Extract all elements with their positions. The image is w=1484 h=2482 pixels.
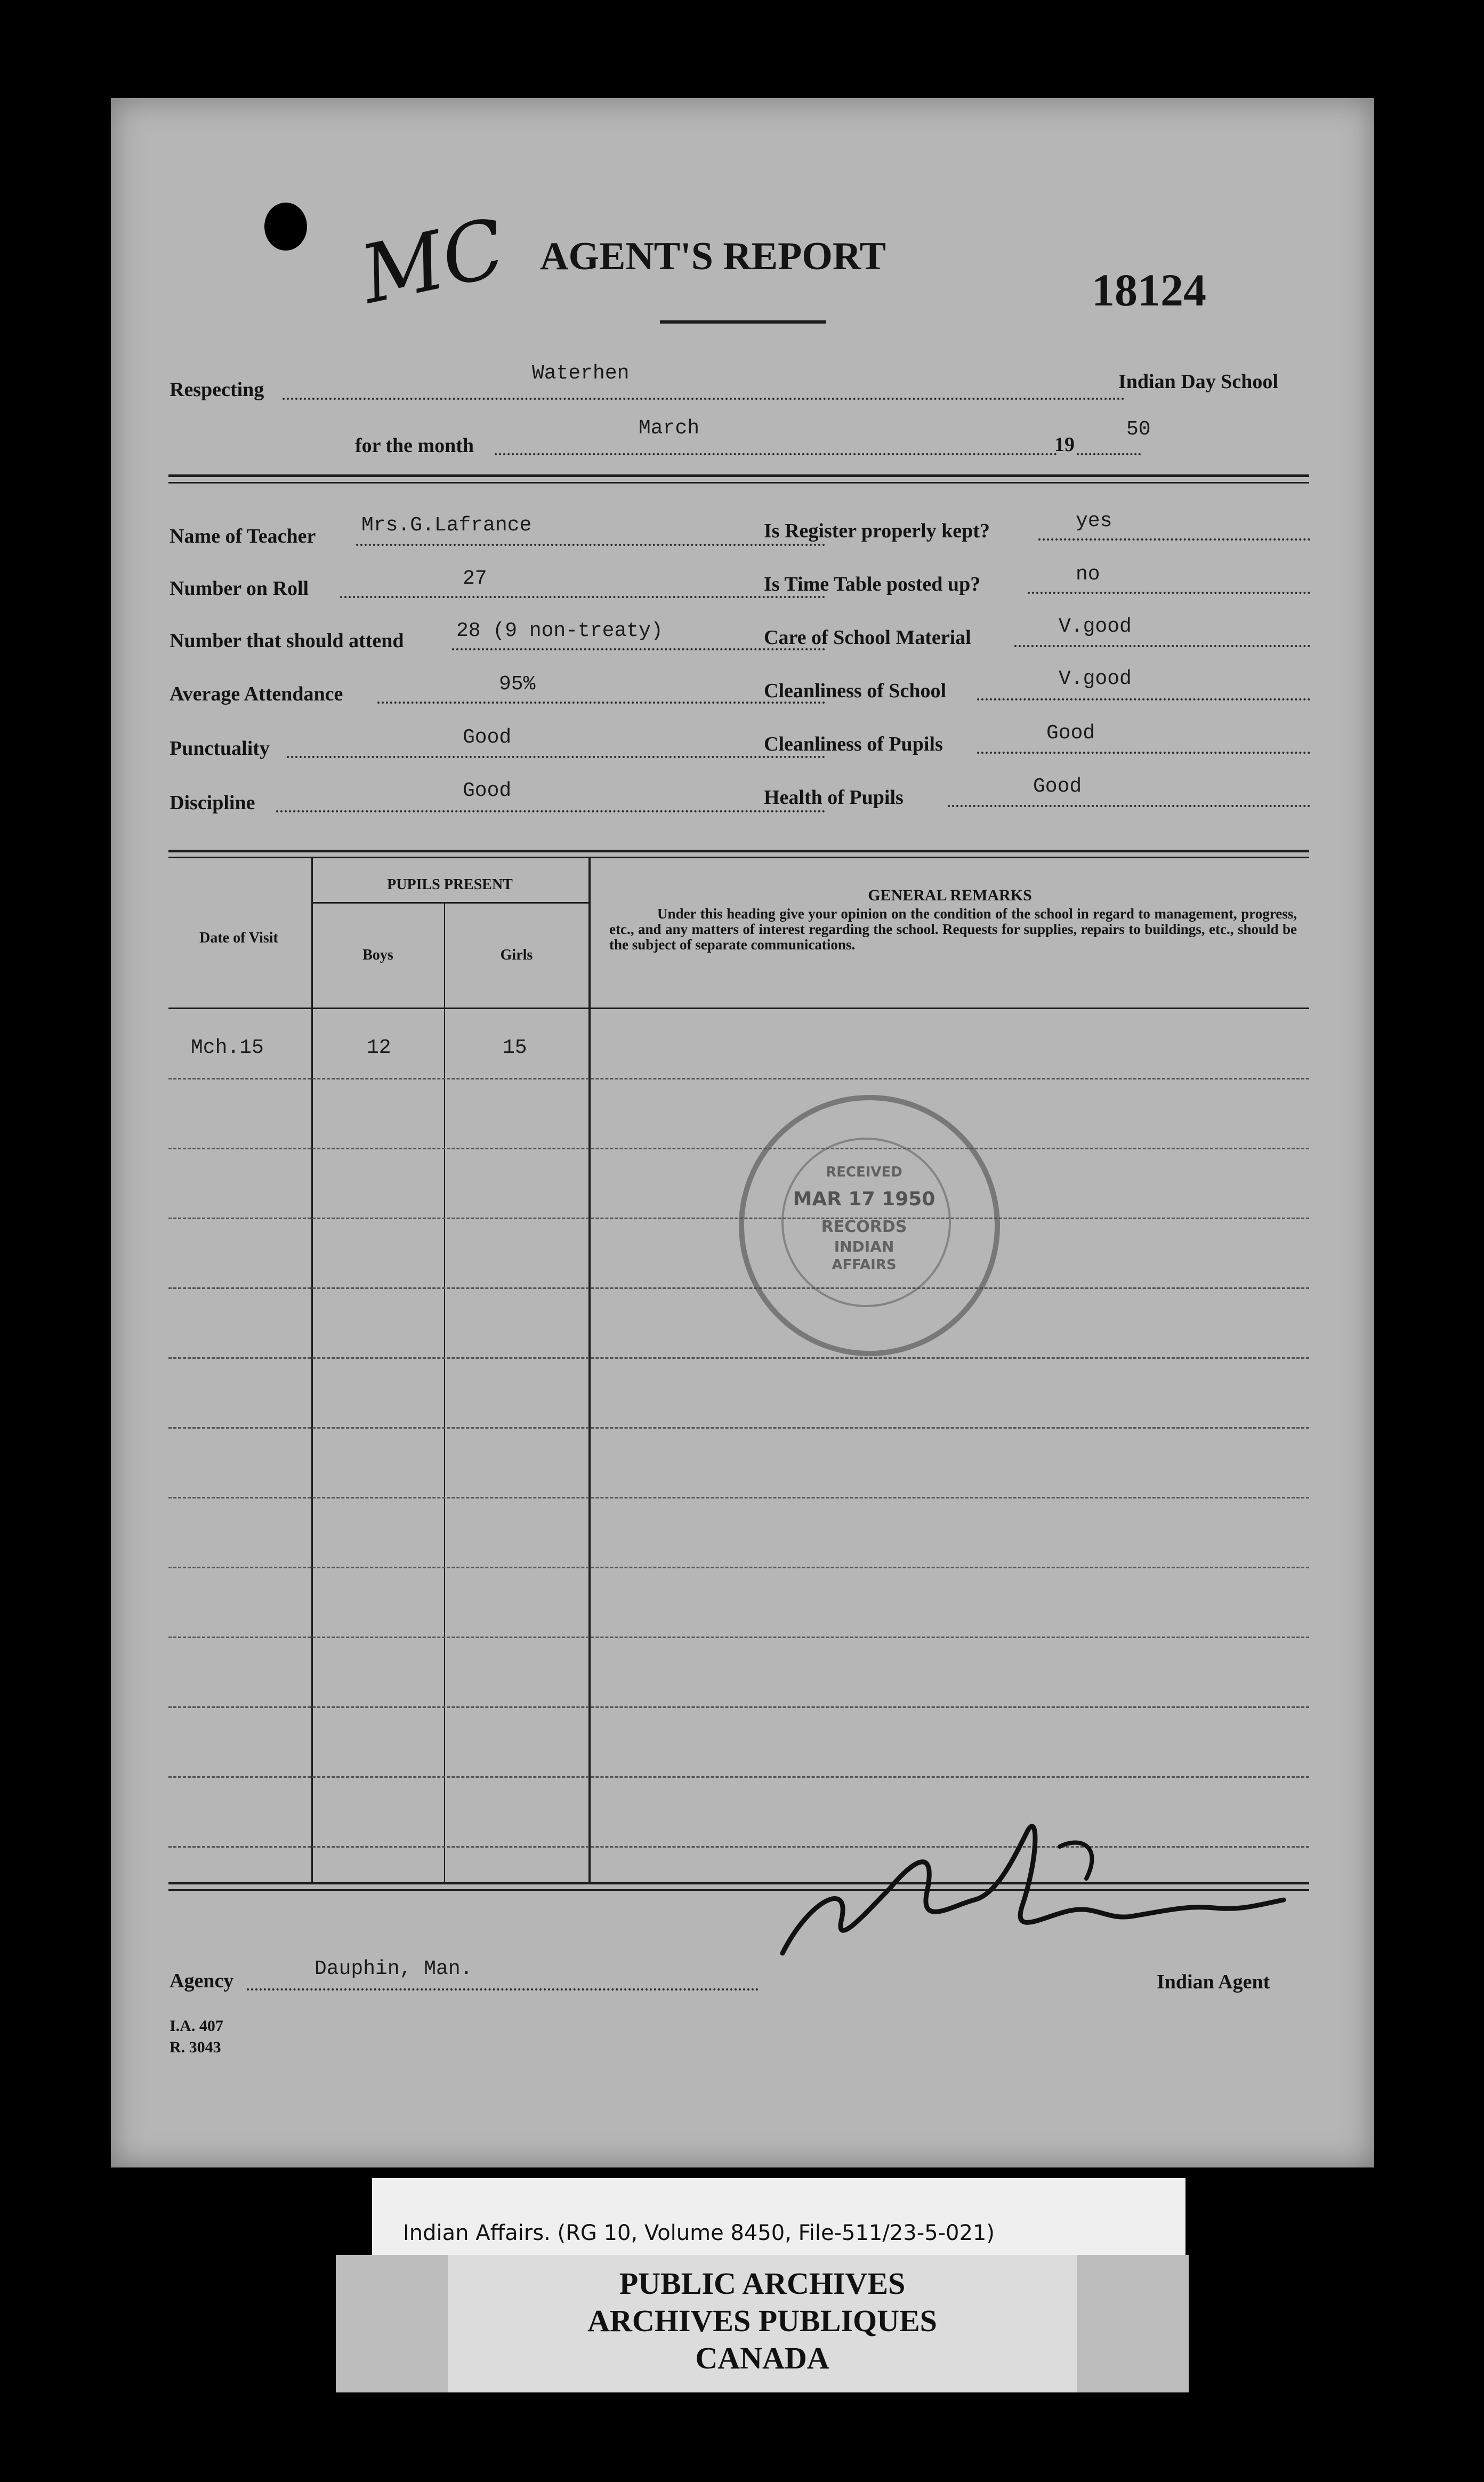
- material-value: V.good: [1059, 615, 1132, 638]
- punctuality-label: Punctuality: [170, 737, 270, 760]
- table-ruled-line: [168, 1706, 1309, 1708]
- table-ruled-line: [168, 1427, 1309, 1429]
- health-label: Health of Pupils: [764, 786, 904, 809]
- roll-label: Number on Roll: [170, 577, 309, 600]
- punch-hole: [264, 203, 307, 251]
- health-value: Good: [1033, 775, 1082, 798]
- stamp-indian: INDIAN: [834, 1238, 894, 1255]
- stamp-records: RECORDS: [821, 1218, 907, 1236]
- year-value: 50: [1126, 418, 1151, 441]
- form-code-1: I.A. 407: [170, 2017, 223, 2035]
- girls-header: Girls: [500, 947, 533, 963]
- discipline-value: Good: [463, 779, 512, 802]
- month-label: for the month: [355, 434, 474, 457]
- should-attend-label: Number that should attend: [170, 630, 404, 652]
- report-title: AGENT'S REPORT: [540, 235, 886, 278]
- teacher-label: Name of Teacher: [170, 525, 316, 547]
- row-boys: 12: [367, 1036, 391, 1059]
- form-code-2: R. 3043: [170, 2038, 221, 2056]
- boys-header: Boys: [362, 947, 393, 963]
- table-col-divider-2: [444, 903, 445, 1883]
- archive-reference-strip: [372, 2178, 1185, 2262]
- table-col-divider-3: [588, 858, 591, 1883]
- table-ruled-line: [168, 1148, 1309, 1149]
- row-date: Mch.15: [191, 1036, 264, 1059]
- school-cleanliness-label: Cleanliness of School: [764, 680, 947, 702]
- remarks-title: GENERAL REMARKS: [868, 887, 1032, 904]
- register-label: Is Register properly kept?: [764, 520, 990, 542]
- pupils-present-header: PUPILS PRESENT: [387, 876, 513, 893]
- archive-line-3: CANADA: [695, 2341, 829, 2375]
- teacher-value: Mrs.G.Lafrance: [361, 514, 532, 537]
- school-type: Indian Day School: [1118, 370, 1278, 393]
- school-cleanliness-value: V.good: [1059, 667, 1132, 690]
- table-ruled-line: [168, 1497, 1309, 1498]
- roll-value: 27: [463, 567, 487, 590]
- year-prefix: 19: [1054, 433, 1075, 456]
- timetable-label: Is Time Table posted up?: [764, 573, 981, 595]
- file-number: 18124: [1092, 264, 1206, 316]
- stamp-received: RECEIVED: [826, 1164, 902, 1180]
- respecting-label: Respecting: [170, 378, 264, 401]
- table-ruled-line: [168, 1287, 1309, 1289]
- table-ruled-line: [168, 1776, 1309, 1778]
- discipline-label: Discipline: [170, 792, 255, 814]
- table-ruled-line: [168, 1078, 1309, 1079]
- handwritten-initials: MC: [353, 202, 513, 322]
- agency-value: Dauphin, Man.: [314, 1957, 473, 1980]
- stamp-affairs: AFFAIRS: [832, 1257, 897, 1273]
- table-col-divider-1: [311, 858, 313, 1883]
- table-ruled-line: [168, 1567, 1309, 1568]
- archive-reference: Indian Affairs. (RG 10, Volume 8450, File-511/23-5-021): [403, 2221, 995, 2245]
- avg-attendance-label: Average Attendance: [170, 683, 343, 705]
- agency-label: Agency: [170, 1970, 234, 1992]
- table-ruled-line: [168, 1357, 1309, 1359]
- respecting-value: Waterhen: [532, 362, 630, 385]
- pupils-cleanliness-label: Cleanliness of Pupils: [764, 733, 943, 755]
- agent-label: Indian Agent: [1157, 1971, 1270, 1993]
- avg-attendance-value: 95%: [499, 673, 536, 696]
- table-ruled-line: [168, 1637, 1309, 1638]
- timetable-value: no: [1076, 563, 1100, 586]
- agent-signature: [761, 1815, 1353, 1975]
- month-value: March: [639, 417, 700, 440]
- register-value: yes: [1076, 510, 1112, 533]
- pupils-cleanliness-value: Good: [1046, 722, 1095, 745]
- should-attend-value: 28 (9 non-treaty): [456, 619, 663, 642]
- material-label: Care of School Material: [764, 626, 971, 649]
- remarks-instructions: Under this heading give your opinion on the condition of the school in regard to management, progress, etc., and any matters of interest regarding the school. Requests for supplies, repairs to buildings, etc., should be the subject of separate communications.: [609, 906, 1297, 953]
- row-girls: 15: [503, 1036, 527, 1059]
- report-sheet: [111, 98, 1374, 2167]
- stamp-date: MAR 17 1950: [793, 1188, 935, 1210]
- archive-line-2: ARCHIVES PUBLIQUES: [587, 2303, 937, 2338]
- punctuality-value: Good: [463, 726, 512, 749]
- date-header: Date of Visit: [199, 930, 278, 946]
- archive-line-1: PUBLIC ARCHIVES: [619, 2266, 906, 2301]
- received-stamp: [739, 1095, 1000, 1356]
- archive-stamp-strip: [336, 2255, 1189, 2392]
- title-underline: [660, 320, 826, 324]
